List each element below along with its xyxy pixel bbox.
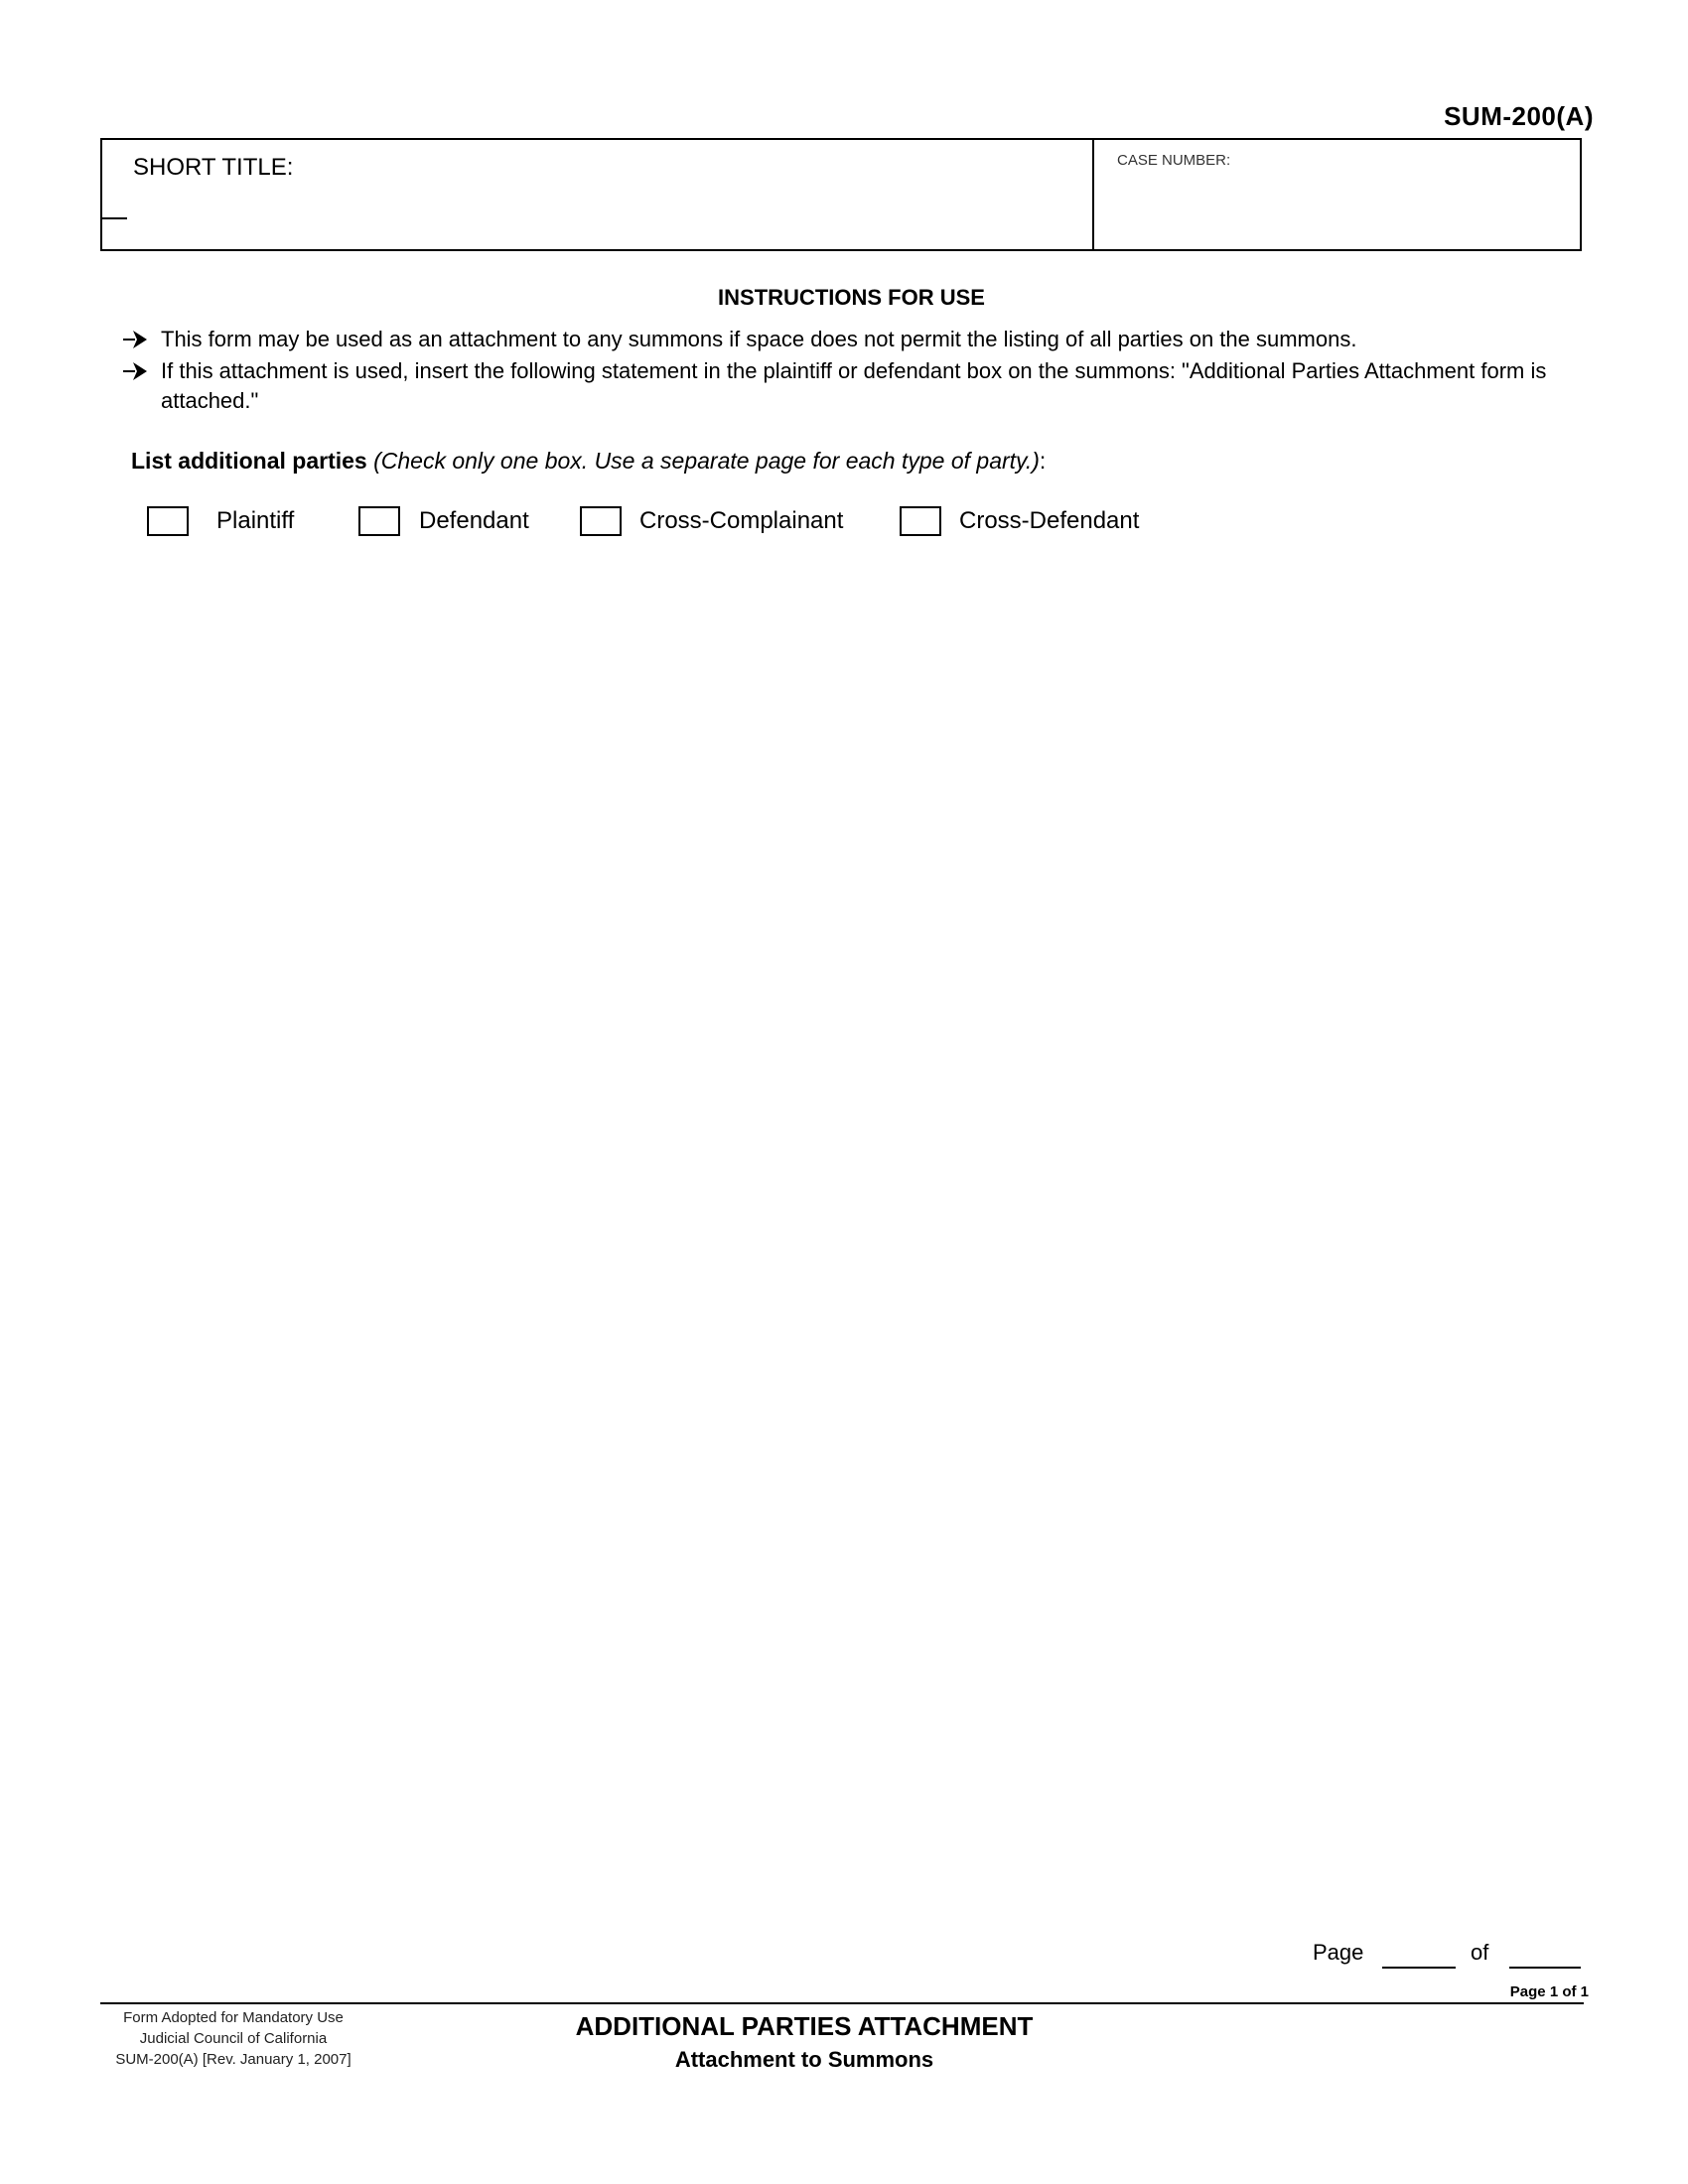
cross-defendant-checkbox[interactable] xyxy=(900,506,941,536)
case-number-label: CASE NUMBER: xyxy=(1117,152,1231,169)
form-subtitle: Attachment to Summons xyxy=(674,2047,934,2072)
page-total-field[interactable] xyxy=(1509,1967,1581,1969)
arrow-right-icon xyxy=(123,329,149,350)
instruction-item: If this attachment is used, insert the following statement in the plaintiff or defendant box on the summons: "Additional Parties Attachment form is attached." xyxy=(161,358,1547,413)
page-count: Page 1 of 1 xyxy=(1509,1983,1589,2000)
arrow-right-icon xyxy=(123,360,149,382)
adoption-line: Judicial Council of California xyxy=(139,2030,328,2047)
of-label: of xyxy=(1471,1940,1489,1965)
caption-box xyxy=(100,138,1582,251)
page-label: Page xyxy=(1313,1940,1364,1965)
form-number: SUM-200(A) xyxy=(1444,101,1594,131)
adoption-line: Form Adopted for Mandatory Use xyxy=(123,2009,344,2026)
plaintiff-label: Plaintiff xyxy=(216,507,295,534)
instructions-heading: INSTRUCTIONS FOR USE xyxy=(718,285,985,310)
cross-complainant-checkbox[interactable] xyxy=(580,506,622,536)
instruction-item: This form may be used as an attachment to any summons if space does not permit the listing of all parties on the summons. xyxy=(161,327,1357,351)
caption-divider xyxy=(1092,138,1094,251)
cross-defendant-label: Cross-Defendant xyxy=(959,507,1140,534)
short-title-field[interactable] xyxy=(100,217,127,219)
party-list-colon: : xyxy=(1039,448,1047,474)
footer-divider xyxy=(100,2002,1584,2004)
party-list-label xyxy=(131,448,1046,475)
adoption-line: SUM-200(A) [Rev. January 1, 2007] xyxy=(115,2051,352,2068)
defendant-checkbox[interactable] xyxy=(358,506,400,536)
plaintiff-checkbox[interactable] xyxy=(147,506,189,536)
cross-complainant-label: Cross-Complainant xyxy=(639,507,844,534)
party-list-label-bold: List additional parties xyxy=(131,448,367,474)
party-list-instruction: (Check only one box. Use a separate page for each type of party.) xyxy=(373,448,1040,474)
short-title-label: SHORT TITLE: xyxy=(133,154,294,181)
defendant-label: Defendant xyxy=(419,507,529,534)
form-title: ADDITIONAL PARTIES ATTACHMENT xyxy=(575,2011,1034,2041)
page-number-field[interactable] xyxy=(1382,1967,1456,1969)
form-adoption-info xyxy=(99,2007,367,2070)
